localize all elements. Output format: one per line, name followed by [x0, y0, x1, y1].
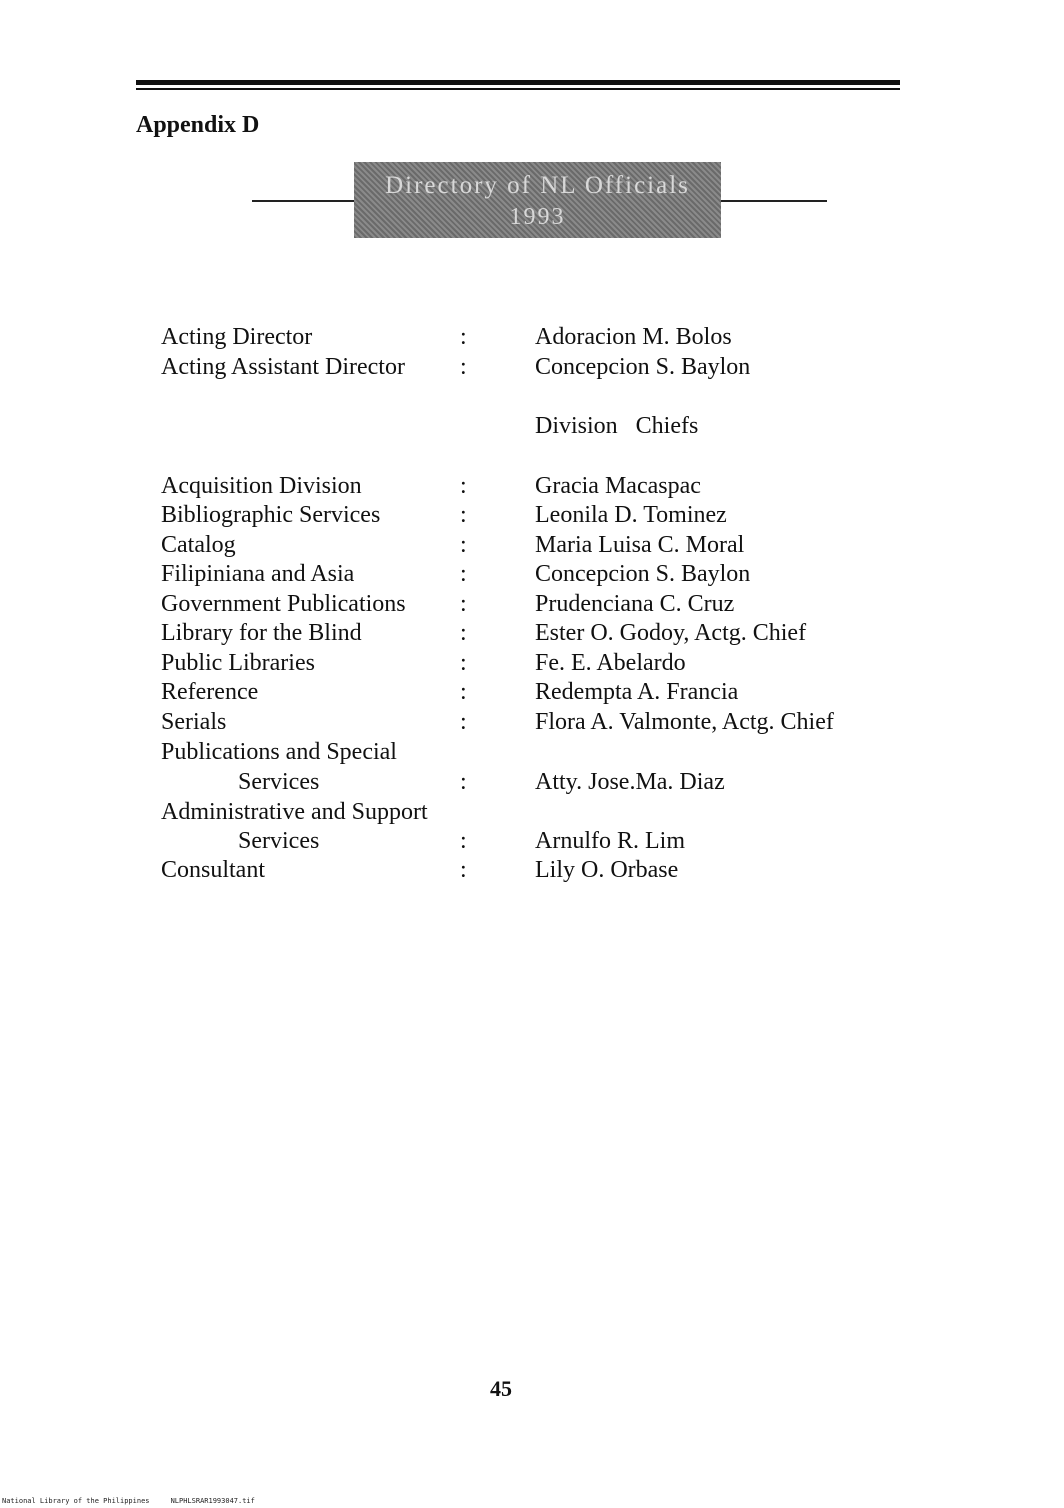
entry-row — [0, 322, 1064, 352]
division-label: Reference — [161, 679, 259, 705]
division-chief: Arnulfo R. Lim — [535, 828, 685, 854]
division-chief: Lily O. Orbase — [535, 857, 679, 883]
separator: : — [460, 620, 467, 646]
division-chief: Fe. E. Abelardo — [535, 650, 686, 676]
division-row — [0, 530, 1064, 560]
division-label: Government Publications — [161, 591, 406, 617]
division-row — [0, 618, 1064, 648]
entry-value: Adoracion M. Bolos — [535, 324, 732, 350]
division-label: Serials — [161, 709, 227, 735]
division-chief: Atty. Jose.Ma. Diaz — [535, 769, 725, 795]
division-label: Filipiniana and Asia — [161, 561, 355, 587]
division-chief: Prudenciana C. Cruz — [535, 591, 735, 617]
division-row — [0, 589, 1064, 619]
title-right-line — [721, 200, 827, 202]
division-chief: Flora A. Valmonte, Actg. Chief — [535, 709, 834, 735]
division-row — [0, 648, 1064, 678]
separator: : — [460, 857, 467, 883]
title-line-2: 1993 — [509, 204, 566, 230]
separator: : — [460, 324, 467, 350]
division-label-continued: Services — [238, 828, 320, 854]
separator: : — [460, 650, 467, 676]
separator: : — [460, 769, 467, 795]
entry-label: Acting Director — [161, 324, 313, 350]
separator: : — [460, 828, 467, 854]
division-heading: Division Chiefs — [535, 413, 699, 439]
division-label: Bibliographic Services — [161, 502, 381, 528]
division-row — [0, 559, 1064, 589]
entry-label: Acting Assistant Director — [161, 354, 405, 380]
separator: : — [460, 502, 467, 528]
separator: : — [460, 709, 467, 735]
separator: : — [460, 473, 467, 499]
division-row — [0, 797, 1064, 827]
division-chief: Redempta A. Francia — [535, 679, 739, 705]
title-banner — [354, 162, 721, 238]
division-label: Public Libraries — [161, 650, 315, 676]
page-number: 45 — [490, 1376, 512, 1401]
division-row — [0, 500, 1064, 530]
division-chief: Maria Luisa C. Moral — [535, 532, 745, 558]
division-heading-row — [0, 411, 1064, 441]
division-label: Administrative and Support — [161, 799, 428, 825]
separator: : — [460, 354, 467, 380]
division-row — [0, 677, 1064, 707]
division-label: Library for the Blind — [161, 620, 362, 646]
separator: : — [460, 561, 467, 587]
division-label: Publications and Special — [161, 739, 397, 765]
division-row — [0, 855, 1064, 885]
division-chief: Ester O. Godoy, Actg. Chief — [535, 620, 807, 646]
division-row — [0, 737, 1064, 767]
division-row — [0, 707, 1064, 737]
division-row-continued — [0, 767, 1064, 797]
scan-footer: National Library of the Philippines NLPHLSRAR1993047.tif — [2, 1497, 255, 1505]
entry-row — [0, 352, 1064, 382]
division-chief: Gracia Macaspac — [535, 473, 701, 499]
title-line-1: Directory of NL Officials — [385, 172, 690, 199]
entry-value: Concepcion S. Baylon — [535, 354, 751, 380]
division-chief: Leonila D. Tominez — [535, 502, 727, 528]
division-label: Consultant — [161, 857, 266, 883]
division-label-continued: Services — [238, 769, 320, 795]
separator: : — [460, 591, 467, 617]
division-row — [0, 471, 1064, 501]
separator: : — [460, 532, 467, 558]
top-rule — [136, 80, 900, 85]
division-label: Catalog — [161, 532, 236, 558]
separator: : — [460, 679, 467, 705]
top-rule-thin — [136, 88, 900, 90]
appendix-heading: Appendix D — [136, 112, 260, 138]
division-label: Acquisition Division — [161, 473, 362, 499]
division-chief: Concepcion S. Baylon — [535, 561, 751, 587]
title-left-line — [252, 200, 354, 202]
division-row-continued — [0, 826, 1064, 856]
